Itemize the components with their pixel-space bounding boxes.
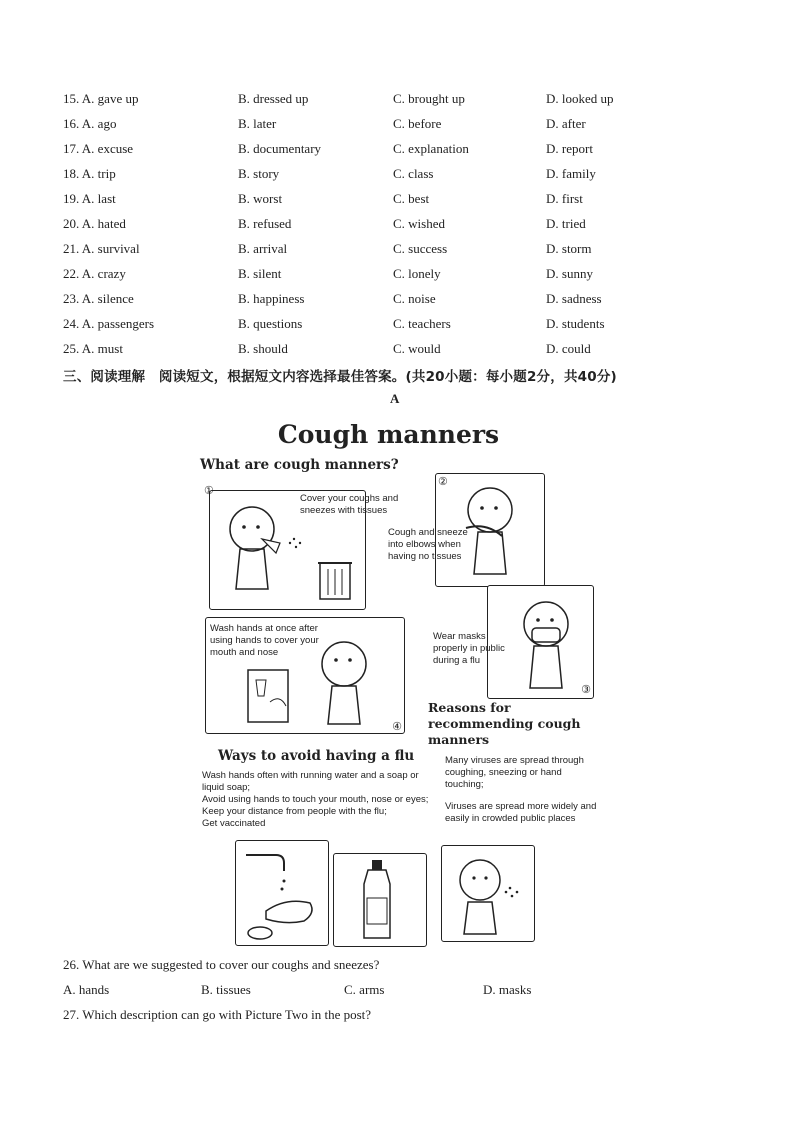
- question-number: 23.: [63, 291, 80, 306]
- option-d[interactable]: D. report: [546, 141, 593, 156]
- ways-item: Get vaccinated: [202, 818, 266, 829]
- option-d[interactable]: D. sadness: [546, 291, 602, 306]
- option-row: [63, 341, 743, 361]
- what-heading: What are cough manners?: [200, 457, 399, 473]
- question-26: 26. What are we suggested to cover our coughs and sneezes?: [63, 957, 380, 972]
- option-d[interactable]: D. after: [546, 116, 586, 131]
- sneeze-icon: [442, 846, 534, 941]
- option-d[interactable]: D. sunny: [546, 266, 593, 281]
- option-b[interactable]: B. worst: [238, 191, 283, 206]
- question-number: 25.: [63, 341, 80, 356]
- soap-bottle-icon: [334, 854, 426, 946]
- q26-option-b[interactable]: B. tissues: [201, 982, 251, 997]
- option-d[interactable]: D. students: [546, 316, 605, 331]
- option-b[interactable]: B. should: [238, 341, 288, 356]
- option-d[interactable]: D. tried: [546, 216, 586, 231]
- option-text: A. crazy: [81, 266, 126, 281]
- option-b[interactable]: B. story: [238, 166, 280, 181]
- option-a[interactable]: [63, 116, 116, 132]
- panel-3-caption: Wear masks properly in public during a flu: [433, 631, 505, 666]
- option-c[interactable]: C. class: [393, 166, 434, 181]
- question-number: 21.: [63, 241, 80, 256]
- panel-3-number: ③: [581, 684, 591, 696]
- panel-faucet: [235, 840, 329, 946]
- option-b[interactable]: B. refused: [238, 216, 292, 231]
- option-row: [63, 316, 743, 336]
- option-c[interactable]: C. before: [393, 116, 442, 131]
- option-c[interactable]: C. teachers: [393, 316, 451, 331]
- q26-option-c[interactable]: C. arms: [344, 982, 385, 997]
- option-text: A. silence: [81, 291, 134, 306]
- option-row: [63, 216, 743, 236]
- panel-1-number: ①: [204, 485, 214, 497]
- ways-item: Avoid using hands to touch your mouth, nose or eyes;: [202, 794, 429, 805]
- reasons-item: Many viruses are spread through coughing, sneezing or hand touching;: [445, 755, 584, 790]
- option-b[interactable]: B. arrival: [238, 241, 288, 256]
- option-b[interactable]: B. documentary: [238, 141, 322, 156]
- ways-item: Wash hands often with running water and a soap or liquid soap;: [202, 770, 419, 793]
- question-number: 22.: [63, 266, 80, 281]
- option-c[interactable]: C. explanation: [393, 141, 469, 156]
- question-number: 17.: [63, 141, 80, 156]
- option-a[interactable]: [63, 166, 116, 182]
- option-text: A. passengers: [81, 316, 155, 331]
- option-d[interactable]: D. family: [546, 166, 596, 181]
- option-row: [63, 91, 743, 111]
- option-a[interactable]: [63, 316, 154, 332]
- option-c[interactable]: C. wished: [393, 216, 445, 231]
- question-number: 19.: [63, 191, 80, 206]
- option-row: [63, 191, 743, 211]
- reasons-item: Viruses are spread more widely and easily in crowded public places: [445, 801, 597, 824]
- cough-manners-poster: [195, 415, 610, 950]
- option-b[interactable]: B. silent: [238, 266, 282, 281]
- option-text: A. must: [81, 341, 123, 356]
- option-c[interactable]: C. lonely: [393, 266, 441, 281]
- option-a[interactable]: [63, 141, 133, 157]
- option-b[interactable]: B. later: [238, 116, 277, 131]
- option-a[interactable]: [63, 266, 126, 282]
- option-a[interactable]: [63, 91, 138, 107]
- option-text: A. last: [81, 191, 116, 206]
- question-number: 16.: [63, 116, 80, 131]
- q26-option-a[interactable]: A. hands: [63, 982, 110, 997]
- option-row: [63, 116, 743, 136]
- panel-2-number: ②: [438, 476, 448, 488]
- poster-title: Cough manners: [277, 420, 500, 449]
- q26-option-d[interactable]: D. masks: [483, 982, 532, 997]
- ways-list: [202, 770, 432, 830]
- option-b[interactable]: B. happiness: [238, 291, 305, 306]
- option-a[interactable]: [63, 341, 123, 357]
- option-text: A. excuse: [81, 141, 134, 156]
- option-row: [63, 141, 743, 161]
- option-a[interactable]: [63, 216, 126, 232]
- option-text: A. trip: [81, 166, 116, 181]
- question-number: 20.: [63, 216, 80, 231]
- question-27: 27. Which description can go with Picture Two in the post?: [63, 1007, 372, 1022]
- faucet-icon: [236, 841, 328, 945]
- option-row: [63, 291, 743, 311]
- question-number: 15.: [63, 91, 80, 106]
- option-a[interactable]: [63, 291, 134, 307]
- panel-sneeze: [441, 845, 535, 942]
- question-number: 18.: [63, 166, 80, 181]
- option-a[interactable]: [63, 241, 140, 257]
- option-b[interactable]: B. dressed up: [238, 91, 309, 106]
- option-text: A. ago: [81, 116, 117, 131]
- option-text: A. survival: [81, 241, 140, 256]
- ways-item: Keep your distance from people with the flu;: [202, 806, 387, 817]
- option-a[interactable]: [63, 191, 116, 207]
- ways-heading: Ways to avoid having a flu: [218, 748, 415, 764]
- panel-2-caption: Cough and sneeze into elbows when having no tissues: [388, 527, 468, 562]
- section-heading: 三、阅读理解 阅读短文，根据短文内容选择最佳答案。(共20小题：每小题2分，共40分): [63, 369, 617, 385]
- reasons-list: [445, 755, 600, 825]
- option-d[interactable]: D. could: [546, 341, 591, 356]
- option-d[interactable]: D. first: [546, 191, 583, 206]
- question-number: 24.: [63, 316, 80, 331]
- option-text: A. gave up: [81, 91, 139, 106]
- option-text: A. hated: [81, 216, 126, 231]
- option-d[interactable]: D. storm: [546, 241, 592, 256]
- panel-1-caption: Cover your coughs and sneezes with tissues: [300, 493, 399, 516]
- option-d[interactable]: D. looked up: [546, 91, 614, 106]
- option-row: [63, 241, 743, 261]
- option-row: [63, 266, 743, 286]
- option-b[interactable]: B. questions: [238, 316, 303, 331]
- option-c[interactable]: C. brought up: [393, 91, 465, 106]
- panel-soap-bottle: [333, 853, 427, 947]
- option-row: [63, 166, 743, 186]
- option-c[interactable]: C. best: [393, 191, 430, 206]
- passage-label: A: [390, 391, 400, 406]
- option-c[interactable]: C. success: [393, 241, 448, 256]
- reasons-heading: Reasons for recommending cough manners: [428, 700, 581, 747]
- option-c[interactable]: C. would: [393, 341, 441, 356]
- panel-4-number: ④: [392, 721, 402, 733]
- option-c[interactable]: C. noise: [393, 291, 436, 306]
- panel-4-caption: Wash hands at once after using hands to cover your mouth and nose: [210, 623, 319, 658]
